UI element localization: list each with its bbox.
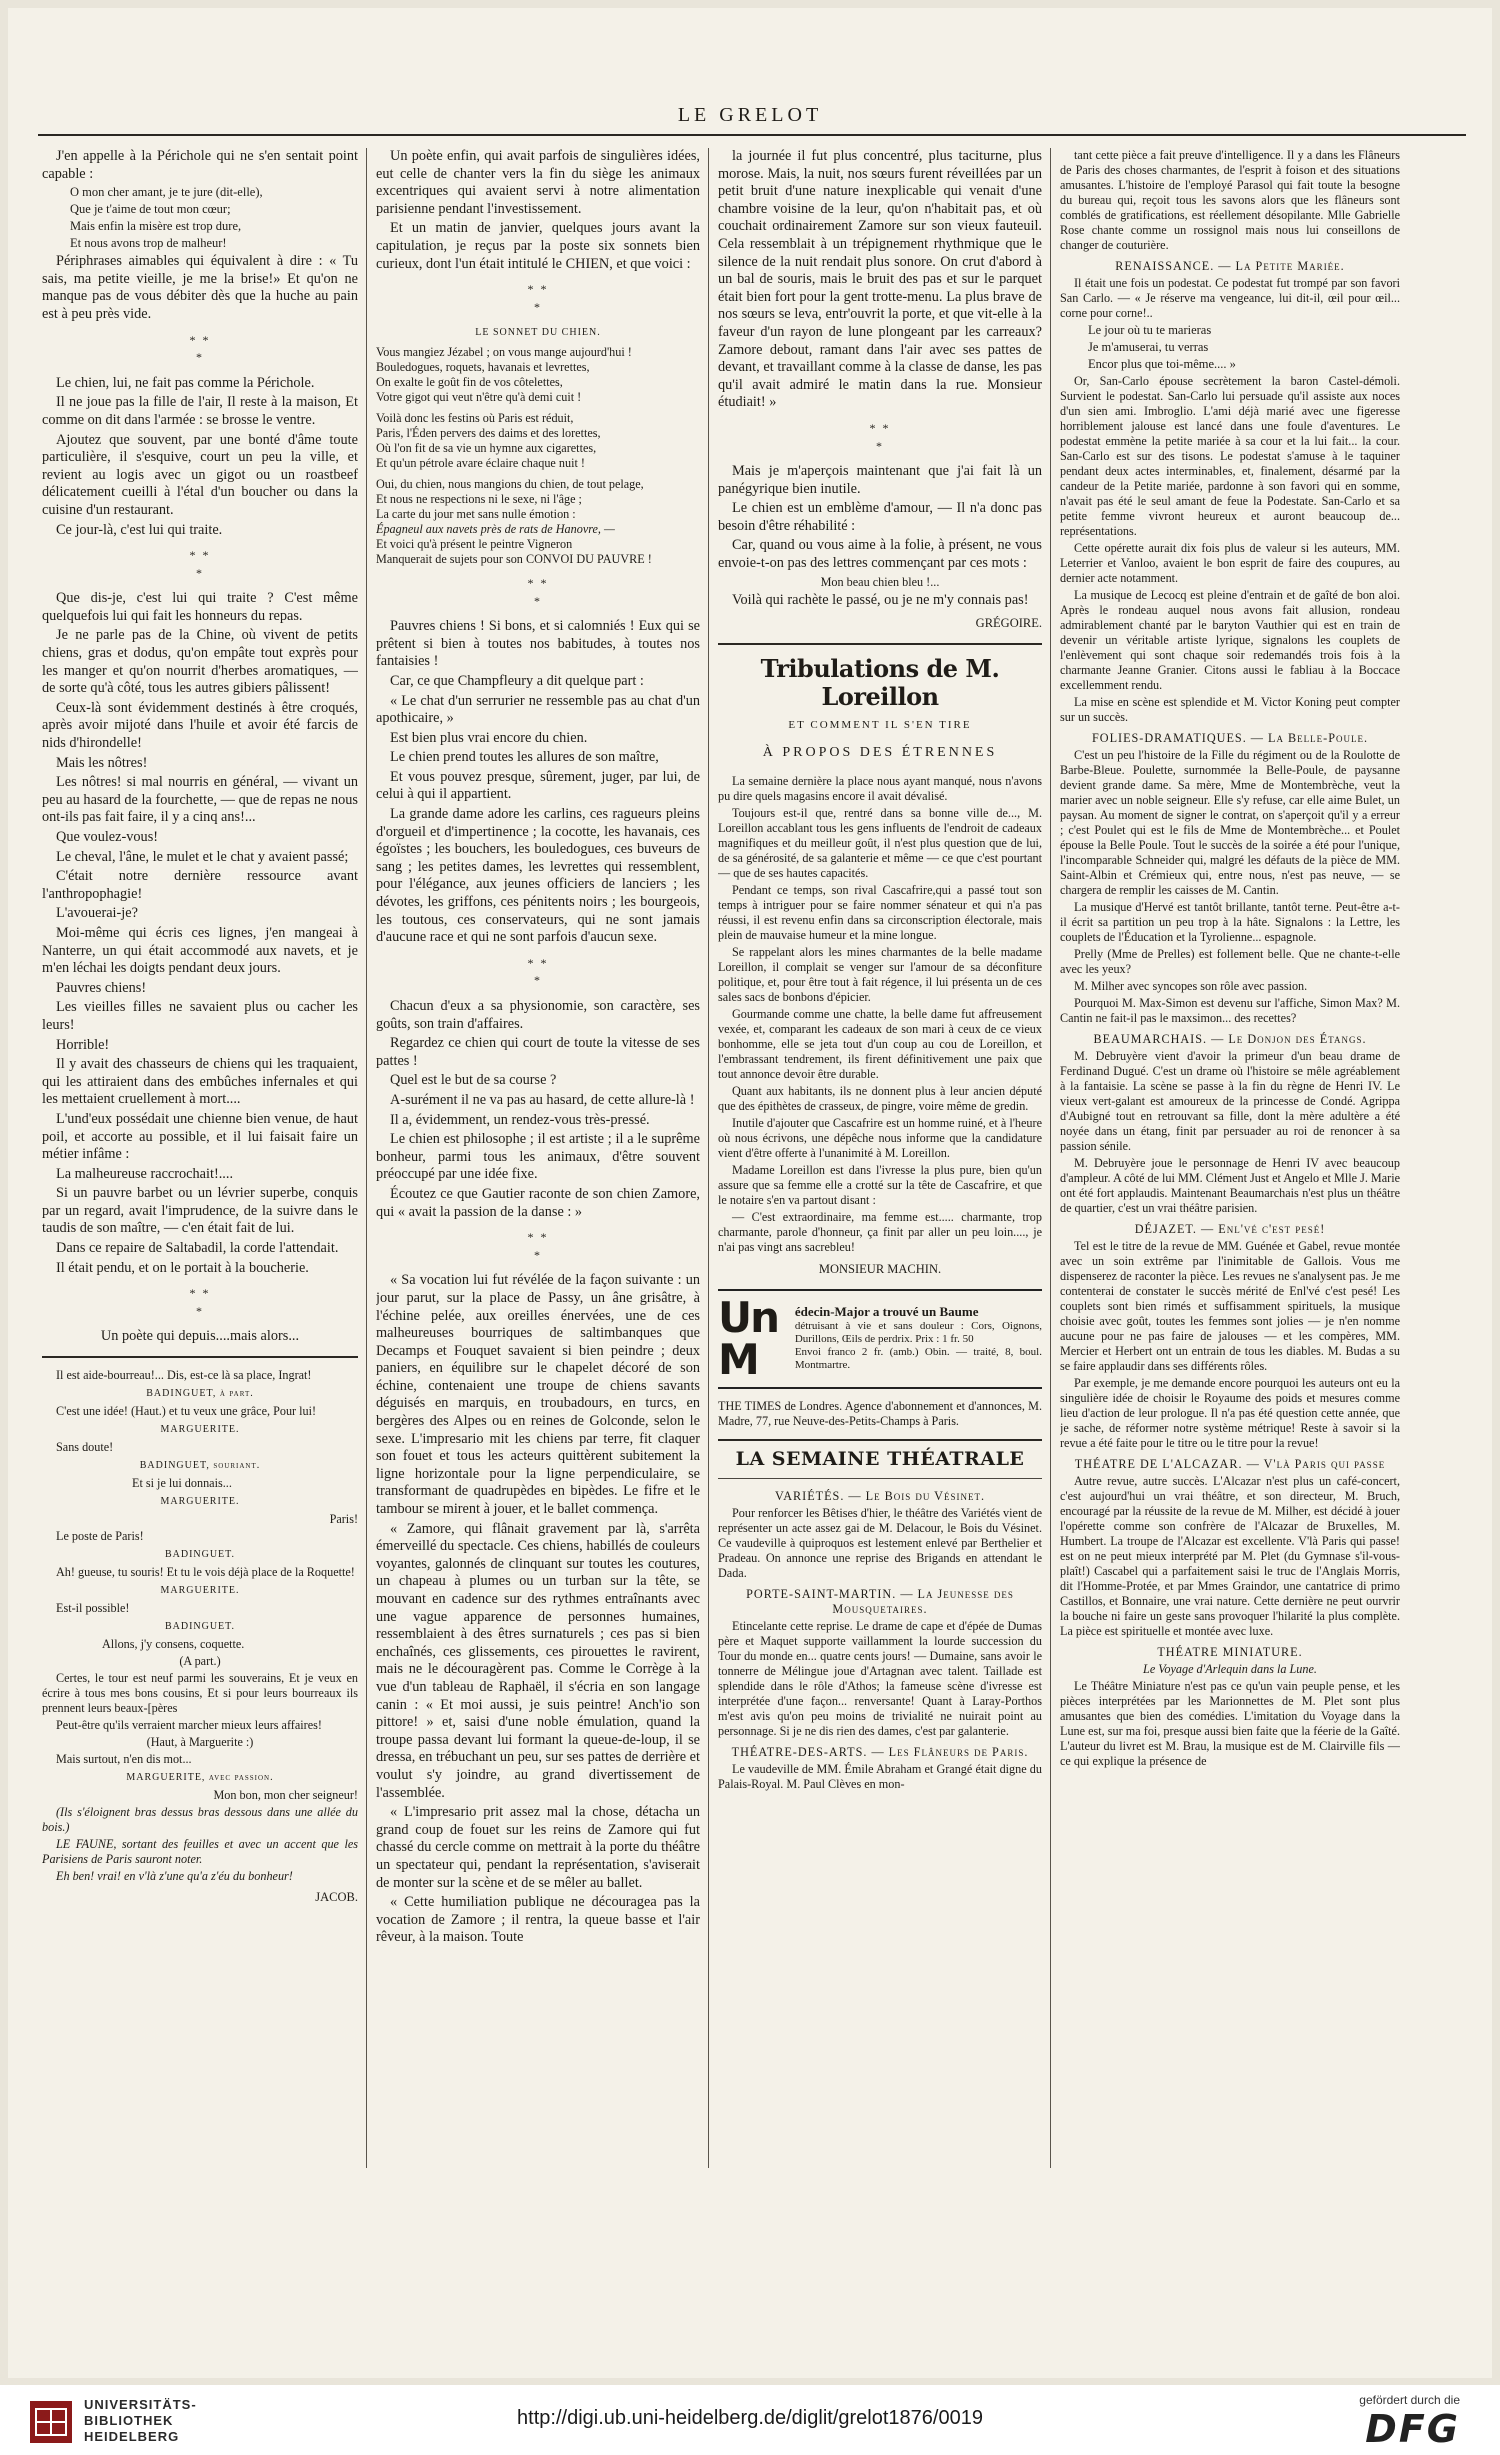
section-rule xyxy=(42,1356,358,1358)
scene-role: MARGUERITE. xyxy=(160,1585,240,1597)
ad-body: détruisant à vie et sans douleur : Cors, Oignons, Durillons, Œils de perdrix. Prix : 1 fr. 50 xyxy=(794,1320,1042,1346)
running-head: LE GRELOT xyxy=(677,104,823,126)
paragraph: La semaine dernière la place nous ayant manqué, nous n'avons pu dire quels magasins encore il avait dévalisé. xyxy=(718,774,1042,804)
verse-line: Je m'amuserai, tu verras xyxy=(1088,340,1209,354)
asterism: * * * xyxy=(189,548,211,580)
paragraph: Et un matin de janvier, quelques jours avant la capitulation, je reçus par la poste six sonnets bien curieux, dont l'un était intitulé le CHIEN, et que voici : xyxy=(376,220,700,272)
paragraph: Voilà qui rachète le passé, ou je ne m'y connais pas! xyxy=(732,591,1029,608)
scene-role: BADINGUET, à part. xyxy=(146,1388,254,1400)
paragraph: Il était pendu, et on le portait à la boucherie. xyxy=(56,1259,309,1276)
theatre-heading: THÉATRE-DES-ARTS. — Les Flâneurs de Paris. xyxy=(731,1745,1029,1760)
paragraph: Pauvres chiens! xyxy=(56,979,147,996)
paragraph: Se rappelant alors les mines charmantes de la belle madame Loreillon, il complait se venger sur l'amour de sa déconfiture politique, et, pour être tout à fait régence, il lui présenta un de ces sales sacs de bonbons d'épicier. xyxy=(718,945,1042,1005)
theatre-heading: THÉATRE MINIATURE. xyxy=(1157,1645,1303,1659)
verse-line: Le jour où tu te marieras xyxy=(1088,323,1212,337)
scene-role: MARGUERITE. xyxy=(160,1424,240,1436)
paragraph: Que voulez-vous! xyxy=(56,829,159,845)
theatre-heading: DÉJAZET. — Enl'vé c'est pesé! xyxy=(1134,1222,1326,1236)
paragraph: La musique d'Hervé est tantôt brillante, tantôt terne. Peut-être a-t-il écrit sa partition un peu trop à la hâte. Signalons : la Lettre, les couplets de l'Éducation et la Tyrolienne... espagnole. xyxy=(1060,900,1400,944)
ad-logo-text: Un M xyxy=(718,1292,779,1384)
paragraph: « Cette humiliation publique ne découragea pas la vocation de Zamore ; il rentra, la queue basse et l'air rêveur, à la maison. Toute xyxy=(376,1894,700,1946)
paragraph: Le vaudeville de MM. Émile Abraham et Grangé était digne du Palais-Royal. M. Paul Clèves en mon- xyxy=(718,1762,1042,1792)
paragraph: C'est un peu l'histoire de la Fille du régiment ou de la Roulotte de Barbe-Bleue. Poulette, surnommée la Belle-Poule, de paysanne devient grande dame. Sa mère, Mme de Montembrèche, veut la marier avec un noble seigneur. Elle s'y refuse, car elle aime Bulet, un paysan. Au moment de signer le contrat, on s'aperçoit qu'il y a erreur ; c'est Poulet qui est le fils de Mme de Montembrèche... et Poulet épouse la Belle Poule. Tout le succès de la soirée a été pour l'unique, l'incomparable Schneider qui, malgré les défauts de la pièce de MM. Saint-Albin et Crémieux qui, entre nous, n'est pas neuve, — se chargera de remplir les caisses de M. Cantin. xyxy=(1060,748,1400,897)
theatre-heading: PORTE-SAINT-MARTIN. — La Jeunesse des Mousquetaires. xyxy=(746,1587,1014,1617)
paragraph: Mon beau chien bleu !... xyxy=(820,574,940,589)
column-divider xyxy=(708,148,709,2168)
paragraph: Ce jour-là, c'est lui qui traite. xyxy=(56,521,223,538)
scene-line: Et si je lui donnais... xyxy=(132,1476,232,1491)
sonnet-line: La carte du jour met sans nulle émotion : xyxy=(376,506,576,521)
article-subtitle: À PROPOS DES ÉTRENNES xyxy=(762,745,998,761)
scene-line: LE FAUNE, sortant des feuilles et avec un accent que les Parisiens de Paris sauront noter. xyxy=(42,1837,358,1867)
paragraph: la journée il fut plus concentré, plus taciturne, plus morose. Mais, la nuit, nos sœurs furent réveillées par un petit bruit d'une nature inexplicable qui venait d'une chambre voisine de la leur, qu'on n'habitait pas, et où couchait ordinairement Zamore sur son vieux fauteuil. Cela ressemblait à un trépignement rhythmique que le silence de la nuit rendait plus sonore. On crut d'abord à un bal de souris, mais le bruit des pas et sur le parquet était bien fort pour la gent trotte-menu. La plus brave de nos sœurs se leva, entr'ouvrit la porte, et que vit-elle à la faveur d'un rayon de lune plongeant par les carreaux? Zamore debout, ramant dans l'air avec ses pattes de devant, et travaillant comme à la classe de danse, les pas qu'il avait admiré le matin dans la rue. Monsieur étudiait! » xyxy=(718,148,1042,411)
scene-role: MARGUERITE. xyxy=(160,1496,240,1508)
theatre-heading: THÉATRE DE L'ALCAZAR. — V'là Paris qui passe xyxy=(1074,1457,1386,1471)
paragraph: La musique de Lecocq est pleine d'entrain et de gaîté de bon aloi. Après le rondeau auquel nous avons fait allusion, rondeau admirablement chanté par le baryton Vauthier qui est en train de devenir un véritable artiste lyrique, signalons les couplets de l'enlèvement qui sont chaque soir redemandés trois fois à la charmante Jeanne Granier. Citons aussi le fabliau à la Boccace excellemment rendu. xyxy=(1060,588,1400,692)
paragraph: Ajoutez que souvent, par une bonté d'âme toute particulière, il s'esquive, court un peu la ville, et revient au logis avec un gigot ou un roastbeef délicatement cueilli à l'étal d'un boucher ou dans la cuisine d'un restaurant. xyxy=(42,431,358,518)
paragraph: Il a, évidemment, un rendez-vous très-pressé. xyxy=(390,1111,650,1128)
article-subtitle: ET COMMENT IL S'EN TIRE xyxy=(788,718,972,731)
scene-line: Peut-être qu'ils verraient marcher mieux leurs affaires! xyxy=(56,1718,322,1733)
scene-role: MARGUERITE, avec passion. xyxy=(126,1772,274,1784)
scene-line: Est-il possible! xyxy=(56,1601,130,1616)
paragraph: Ceux-là sont évidemment destinés à être croqués, après avoir mijoté dans l'huile et avoir été farcis de nids d'hirondelle! xyxy=(42,699,358,752)
asterism: * * * xyxy=(527,282,549,314)
column-3 xyxy=(718,148,1042,2173)
paragraph: Le chien est philosophe ; il est artiste ; il a le suprême bonheur, parmi tous les animaux, d'être souvent préoccupé par une idée fixe. xyxy=(376,1131,700,1183)
sonnet-line: Bouledogues, roquets, havanais et levrettes, xyxy=(376,359,590,374)
sonnet-line: Manquerait de sujets pour son CONVOI DU PAUVRE ! xyxy=(376,551,652,566)
paragraph: A-surément il ne va pas au hasard, de cette allure-là ! xyxy=(390,1091,695,1108)
verse-line: Et nous avons trop de malheur! xyxy=(70,236,227,251)
verse-scene xyxy=(42,1368,358,1905)
paragraph: Un poète enfin, qui avait parfois de singulières idées, eut celle de chanter vers la fin du siège les animaux excentriques qui avaient servi à notre alimentation parisienne pendant l'investissement. xyxy=(376,148,700,217)
sonnet-line: Et qu'un pétrole avare éclaire chaque nuit ! xyxy=(376,455,585,470)
sonnet-line: Paris, l'Éden pervers des daims et des lorettes, xyxy=(376,425,601,440)
scene-line: Ah! gueuse, tu souris! Et tu le vois déjà place de la Roquette! xyxy=(56,1565,355,1580)
newspaper-page xyxy=(8,8,1492,2378)
paragraph: tant cette pièce a fait preuve d'intelligence. Il y a dans les Flâneurs de Paris des choses charmantes, de l'esprit à foison et des situations amusantes. L'histoire de l'employé Parasol qui fait toute la besogne du bureau qui, reçoit tous les savons alors que les flâneurs sont comblés de gratifications, est réellement désopilante. Mlle Gabrielle Rose chante comme un rossignol mais nous lui conseillons de changer de couturière. xyxy=(1060,148,1400,252)
scene-line: Le poste de Paris! xyxy=(56,1529,144,1544)
verse-line: Mais enfin la misère est trop dure, xyxy=(70,219,242,234)
ad-address: Envoi franco 2 fr. (amb.) Obin. — traité, 8, boul. Montmartre. xyxy=(794,1346,1042,1372)
paragraph: Quel est le but de sa course ? xyxy=(390,1072,557,1089)
column-divider xyxy=(366,148,367,2168)
paragraph: « Le chat d'un serrurier ne ressemble pas au chat d'un apothicaire, » xyxy=(376,692,700,727)
section-title: LA SEMAINE THÉATRALE xyxy=(735,1447,1025,1470)
dfg-logo: DFG xyxy=(1365,2407,1460,2451)
scene-line: (Ils s'éloignent bras dessus bras dessous dans une allée du bois.) xyxy=(42,1805,358,1835)
paragraph: Autre revue, autre succès. L'Alcazar n'est plus un café-concert, c'est aujourd'hui un vrai théâtre, et son directeur, M. Bruch, encouragé par la réussite de la revue de M. Milher, est décidé à jouer l'opérette comme son confrère de l'Alcazar de Bruxelles, M. Humbert. La troupe de l'Alcazar est excellente. V'là Paris qui passe! est on ne peut mieux interprété par M. Plet (du Gymnase s'il-vous-plaît!) Cascabel qui a parfaitement saisi le truc de l'Anglais Morris, dit l'Homme-Protée, et par Mmes Graindor, une cantatrice di primo Castillos, et Bonnaire, une vrai nature. Cette dernière ne peut ourvrir la bouche ni faire un geste sans provoquer l'hilarité la plus complète. La pièce est spirituelle et montée avec luxe. xyxy=(1060,1474,1400,1638)
scene-role: BADINGUET. xyxy=(164,1549,236,1561)
verse-line: O mon cher amant, je te jure (dit-elle), xyxy=(70,185,263,200)
verse-line: Que je t'aime de tout mon cœur; xyxy=(70,202,231,217)
paragraph: M. Debruyère joue le personnage de Henri IV avec beaucoup d'ampleur. A côté de lui MM. Clément Just et Angelo et Mlle J. Marie ont été fort applaudis. Maintenant Beaumarchais n'est plus un théâtre de quartier, c'est un vrai théâtre parisien. xyxy=(1060,1156,1400,1215)
theatre-heading: VARIÉTÉS. — Le Bois du Vésinet. xyxy=(775,1489,985,1504)
paragraph: Madame Loreillon est dans l'ivresse la plus pure, bien qu'un assure que sa femme elle a crotté sur la tête de Cascafrire, et que le notaire s'en va partout disant : xyxy=(718,1163,1042,1208)
sonnet-line: Et nous ne respections ni le sexe, ni l'âge ; xyxy=(376,491,582,506)
theatre-subheading: Le Voyage d'Arlequin dans la Lune. xyxy=(1143,1662,1317,1676)
sonnet-line: Votre gigot qui veut n'être qu'à demi cuit ! xyxy=(376,389,582,404)
column-4 xyxy=(1060,148,1400,2173)
paragraph: Pour renforcer les Bêtises d'hier, le théâtre des Variétés vient de représenter un acte assez gai de M. Delacour, le Bois du Vésinet. Ce vaudeville à quiproquos est lestement enlevé par Berthelier et Pradeau. On annonce une reprise des Brigands en attendant le Dada. xyxy=(718,1506,1042,1581)
paragraph: M. Debruyère vient d'avoir la primeur d'un beau drame de Ferdinand Dugué. C'est un drame où l'histoire se mêle agréablement à la fantaisie. La scène se passe à la fin du règne de Henri IV. Le vieux vert-galant est amoureux de la princesse de Condé. Agrippa d'Aubigné tout en retrouvant sa fille, dont la mère adultère a été noyée dans un étang, finit par persuader au roi de renoncer à sa passion sénile. xyxy=(1060,1049,1400,1153)
scene-line: Sans doute! xyxy=(56,1440,114,1455)
paragraph: Quant aux habitants, ils ne donnent plus à leur ancien député que des épithètes de crasseux, de pingre, voire même de gredin. xyxy=(718,1084,1042,1114)
scene-line: Mon bon, mon cher seigneur! xyxy=(213,1788,358,1803)
paragraph: C'était notre dernière ressource avant l'anthropophagie! xyxy=(42,868,358,902)
paragraph: Les vieilles filles ne savaient plus ou cacher les leurs! xyxy=(42,999,358,1033)
paragraph: Regardez ce chien qui court de toute la vitesse de ses pattes ! xyxy=(376,1035,700,1069)
paragraph: Chacun d'eux a sa physionomie, son caractère, ses goûts, son train d'affaires. xyxy=(376,998,700,1032)
paragraph: Il était une fois un podestat. Ce podestat fut trompé par son favori San Carlo. — « Je réserve ma vengeance, lui dit-il, œil pour œil... corne pour corne!.. xyxy=(1060,276,1400,320)
paragraph: Pauvres chiens ! Si bons, et si calomniés ! Eux qui se prêtent si bien à toutes nos babitudes, à toutes nos fantaisies ! xyxy=(376,618,700,670)
notice: THE TIMES de Londres. Agence d'abonnement et d'annonces, M. Madre, 77, rue Neuve-des-Petits-Champs à Paris. xyxy=(718,1398,1042,1428)
section-rule xyxy=(718,1439,1042,1441)
paragraph: Périphrases aimables qui équivalent à dire : « Tu sais, ma petite vieille, je me la brise!» Et qu'on ne manque pas de vous débiter dès que la huche au pain est à peu près vide. xyxy=(42,253,358,322)
ad-text xyxy=(795,1305,1042,1372)
column-divider xyxy=(1050,148,1051,2168)
paragraph: Mais les nôtres! xyxy=(56,754,148,771)
section-rule xyxy=(718,1478,1042,1479)
paragraph: Moi-même qui écris ces lignes, j'en mangeai à Nanterre, un qui était accommodé aux navets, et je m'en léchai les doigts pendant deux jours. xyxy=(42,924,358,977)
paragraph: Toujours est-il que, rentré dans sa bonne ville de..., M. Loreillon accablant tous les gens influents de l'endroit de cadeaux magnifiques et du meilleur goût, il n'est plus question que de lui, de sa générosité, de sa galanterie et même — ce que c'est pourtant — que de ses hautes capacités. xyxy=(718,806,1042,881)
header-rule xyxy=(38,134,1466,136)
asterism: * * * xyxy=(527,575,549,608)
scene-line: Mais surtout, n'en dis mot... xyxy=(56,1752,192,1767)
paragraph: Par exemple, je me demande encore pourquoi les auteurs ont eu la singulière idée de choisir le Royaume des poids et mesures comme lieu d'action de leur prologue. Il n'a pas été question cette année, que je sache, de réformer notre système métrique! Reste à savoir si la revue a été faite pour le titre ou le titre pour la revue! xyxy=(1060,1376,1400,1450)
paragraph: La malheureuse raccrochait!.... xyxy=(56,1165,234,1182)
paragraph: Que dis-je, c'est lui qui traite ? C'est même quelquefois lui qui fait les honneurs du repas. xyxy=(42,590,358,624)
sonnet-line: Oui, du chien, nous mangions du chien, de tout pelage, xyxy=(376,476,644,491)
paragraph: Gourmande comme une chatte, la belle dame fut affreusement vexée, et, comparant les cadeaux de son mari à ceux de ce vieux bonhomme, elle se jeta tout d'un coup au cou de Loreillon, et l'embrassant tendrement, ils firent définitivement une paix que tout annonce devoir être durable. xyxy=(718,1007,1042,1082)
paragraph: Si un pauvre barbet ou un lévrier superbe, conquis par un regard, avait l'imprudence, de la suivre dans le taudis de son maître, — c'en était fait de lui. xyxy=(42,1185,358,1237)
scene-line: C'est une idée! (Haut.) et tu veux une grâce, Pour lui! xyxy=(56,1404,317,1419)
sonnet-title: LE SONNET DU CHIEN. xyxy=(475,327,601,339)
paragraph: J'en appelle à la Périchole qui ne s'en sentait point capable : xyxy=(42,148,358,182)
scene-line: Allons, j'y consens, coquette. xyxy=(102,1637,245,1652)
paragraph: Est bien plus vrai encore du chien. xyxy=(390,729,588,746)
scene-role: BADINGUET, souriant. xyxy=(139,1460,261,1472)
advertisement xyxy=(718,1289,1042,1389)
paragraph: Et vous pouvez presque, sûrement, juger, par lui, de celui à qui il appartient. xyxy=(376,768,700,803)
paragraph: Prelly (Mme de Prelles) est follement belle. Que ne chante-t-elle avec les yeux? xyxy=(1060,947,1400,976)
source-url[interactable]: http://digi.ub.uni-heidelberg.de/diglit/grelot1876/0019 xyxy=(517,2407,983,2429)
column-1 xyxy=(42,148,358,2173)
sonnet-line: Voilà donc les festins où Paris est réduit, xyxy=(376,410,574,425)
signature: JACOB. xyxy=(315,1890,358,1905)
paragraph: Pourquoi M. Max-Simon est devenu sur l'affiche, Simon Max? M. Cantin ne fait-il pas le maxsimon... des recettes? xyxy=(1060,996,1400,1025)
paragraph: Or, San-Carlo épouse secrètement la baron Castel-démoli. Survient le podestat. San-Carlo lui persuade qu'il assiste aux noces d'un sien ami. Imbroglio. L'ami déjà marié avec une figeresse horriblement jalouse est lancé dans une foule d'aventures. Le podestat emmène la petite mariée à sa cour et la lui fait... la cour. San-Carlo est sur des tisons. Le podestat s'amuse à le taquiner pendant deux actes interminables, et, finalement, désarmé par la candeur de la Petite mariée, pardonne à son favori qui en somme, n'avait pas été le seul amant de feue la Podestate. San-Carlo et sa petite femme vivront heureux et auront beaucoup de... représentations. xyxy=(1060,374,1400,538)
sonnet-line: Et voici qu'à présent le peintre Vigneron xyxy=(376,536,573,551)
scene-line: (Haut, à Marguerite :) xyxy=(146,1735,254,1750)
scene-line: Il est aide-bourreau!... Dis, est-ce là sa place, Ingrat! xyxy=(56,1368,312,1383)
paragraph: Le chien est un emblème d'amour, — Il n'a donc pas besoin d'être réhabilité : xyxy=(718,500,1042,534)
scene-line: Eh ben! vrai! en v'là z'une qu'a z'éu du bonheur! xyxy=(56,1869,293,1884)
theatre-heading: FOLIES-DRAMATIQUES. — La Belle-Poule. xyxy=(1091,731,1369,745)
column-2 xyxy=(376,148,700,2173)
paragraph: Mais je m'aperçois maintenant que j'ai fait là un panégyrique bien inutile. xyxy=(718,463,1042,497)
paragraph: La grande dame adore les carlins, ces ragueurs pleins d'orgueil et d'impertinence ; la cocotte, les havanais, ces égoïstes ; les bouchers, les bouledogues, ces buveurs de sang ; les petites dames, les levrettes qui ressemblent, pour l'élégance, aux jeunes officiers de lanciers ; les dévotes, les griffons, ces pénitents noirs ; les bourgeois, les toutous, ces conservateurs, qui ne sont jamais d'aucune race et qui ne sont parfois d'aucun sexe. xyxy=(376,806,700,946)
funding-note: gefördert durch die xyxy=(1359,2393,1460,2407)
paragraph: Le Théâtre Miniature n'est pas ce qu'un vain peuple pense, et les pièces interprétées par les Marionnettes de M. Plet sont plus amusantes que bien des comédies. L'imitation du Voyage dans la Lune est, sur ma foi, presque aussi bien faite que la féerie de la Gaîté. L'auteur du livret est M. Brau, la musique est de M. Clairville fils — ce qui explique la présence de xyxy=(1060,1679,1400,1768)
sonnet-line: Où l'on fit de sa vie un hymne aux cigarettes, xyxy=(376,440,597,455)
theatre-heading: BEAUMARCHAIS. — Le Donjon des Étangs. xyxy=(1093,1032,1367,1046)
scene-line: (A part.) xyxy=(179,1654,221,1669)
paragraph: Dans ce repaire de Saltabadil, la corde l'attendait. xyxy=(56,1240,339,1257)
paragraph: Car, ce que Champfleury a dit quelque part : xyxy=(390,672,644,689)
sonnet-line: Épagneul aux navets près de rats de Hanovre, — xyxy=(376,521,615,536)
scene-line: Certes, le tour est neuf parmi les souverains, Et je veux en écrire à tous mes bons cousins, Et si pour leurs bourreaux ils prennent leurs beaux-[pères xyxy=(42,1671,358,1716)
university-name-line: HEIDELBERG xyxy=(84,2429,180,2444)
paragraph: « Zamore, qui flânait gravement par là, s'arrêta émerveillé du spectacle. Ces chiens, habillés de couleurs voyantes, galonnés de clinquant sur toutes les coutures, un chapeau à plumes ou un turban sur la tête, se mouvant en cadence sur des rythmes entraînants avec une vague apparence de personnes humaines, ressemblaient à des êtres surnaturels ; ces pas si bien enchaînés, ces glissements, ces pirouettes le ravirent, mais ne le découragèrent pas. Comme le Corrège à la vue d'un tableau de Raphaël, il s'écria en son langage canin : « Et moi aussi, je suis peintre! Anch'io son pittore! » et, saisi d'une noble émulation, quand la troupe passa devant lui formant la queue-de-loup, il se dressa, en trébuchant un peu, sur ses pattes de derrière et voulut s'y joindre, au grand divertissement de l'assemblée. xyxy=(376,1520,700,1801)
paragraph: — C'est extraordinaire, ma femme est..... charmante, trop charmante, parole d'honneur, ça finit par aller un peu loin...., je n'ai pas vingt ans sacrebleu! xyxy=(718,1210,1042,1255)
asterism: * * * xyxy=(189,1286,211,1318)
ad-headline: édecin-Major a trouvé un Baume xyxy=(794,1304,979,1320)
paragraph: Car, quand ou vous aime à la folie, à présent, ne vous envoie-t-on pas des lettres commençant par ces mots : xyxy=(718,537,1042,572)
section-rule xyxy=(718,643,1042,645)
paragraph: Le chien, lui, ne fait pas comme la Périchole. xyxy=(56,374,315,391)
asterism: * * * xyxy=(189,332,211,365)
paragraph: Écoutez ce que Gautier raconte de son chien Zamore, qui « avait la passion de la danse : » xyxy=(376,1185,700,1220)
verse-line: Encor plus que toi-même.... » xyxy=(1088,357,1236,371)
article-title: Tribulations de M. Loreillon xyxy=(760,653,1000,711)
scene-line: Paris! xyxy=(329,1512,358,1527)
sonnet xyxy=(376,345,700,567)
paragraph: Il y avait des chasseurs de chiens qui les traquaient, qui les attiraient dans des embûches infernales et qui les mettaient cruellement à mort.... xyxy=(42,1056,358,1108)
scene-role: BADINGUET. xyxy=(164,1621,236,1633)
theatre-heading: RENAISSANCE. — La Petite Mariée. xyxy=(1115,259,1345,273)
paragraph: Un poète qui depuis....mais alors... xyxy=(100,1328,300,1345)
paragraph: L'und'eux possédait une chienne bien venue, de haut poil, et accorte au possible, et il lui faisait faire un métier infâme : xyxy=(42,1110,358,1163)
asterism: * * * xyxy=(869,420,891,453)
paragraph: « L'impresario prit assez mal la chose, détacha un grand coup de fouet sur les reins de Zamore qui fut chassé du cercle comme on mettrait à la porte du théâtre un spectateur qui, pendant la représentation, s'aviserait de monter sur la scène et de se mêler au ballet. xyxy=(376,1804,700,1891)
paragraph: Pendant ce temps, son rival Cascafrire,qui a passé tout son temps à intriguer pour se faire nommer sénateur et qui n'a pas réussi, il est revenu enfin dans sa circonscription électorale, mais plein de mauvaise humeur et la mine longue. xyxy=(718,883,1042,943)
paragraph: Etincelante cette reprise. Le drame de cape et d'épée de Dumas père et Maquet supporte vaillamment la lourde succession du Tour du monde en... quatre cents jours! — Dumaine, sans avoir le tonnerre de Mélingue joue d'Artagnan avec talent. Taillade est splendide dans le rôle d'Athos; la fameuse scène d'ivresse est interprétée d'une façon... renversante! Quant à Laray-Porthos m'est avis qu'on peu moins de trivialité ne nuirait point au personnage. Si je ne dis rien des dames, c'est par galanterie. xyxy=(718,1619,1042,1739)
paragraph: La mise en scène est splendide et M. Victor Koning peut compter sur un succès. xyxy=(1060,695,1400,724)
university-name-line: UNIVERSITÄTS- xyxy=(84,2397,197,2412)
signature: MONSIEUR MACHIN. xyxy=(818,1262,942,1277)
paragraph: Inutile d'ajouter que Cascafrire est un homme ruiné, et à l'heure où nous écrivons, une dépêche nous informe que la candidature vient d'être offerte à l'unanimité à M. Loreillon. xyxy=(718,1116,1042,1161)
paragraph: « Sa vocation lui fut révélée de la façon suivante : un jour parut, sur la place de Passy, un âne grisâtre, à l'échine pelée, aux oreilles énervées, une de ces malheureuses bourriques de saltimbanques que Decamps et Fouquet savaient si bien peindre ; deux paniers, en équilibre sur le chapelet décoré de son échine, contenaient une troupe de chiens savants déguisés en marquis, en troubadours, en turcs, en bergères des Alpes ou en reines de Golconde, selon le sexe. L'impresario mit les chiens par terre, fit claquer son fouet et tous les acteurs quittèrent subitement la ligne horizontale pour la ligne perpendiculaire, se transformant de quadrupèdes en bipèdes. Le fifre et le tambour se mirent à jouer, et le ballet commença. xyxy=(376,1272,700,1518)
sonnet-line: On exalte le goût fin de vos côtelettes, xyxy=(376,374,563,389)
paragraph: Le chien prend toutes les allures de son maître, xyxy=(390,749,659,766)
paragraph: Je ne parle pas de la Chine, où vivent de petits chiens, gras et dodus, qu'on empâte tout exprès pour les manger et qu'on nourrit d'herbes aromatiques, — de sorte qu'à côté, tous les autres gibiers pâlissent! xyxy=(42,627,358,697)
digitization-footer xyxy=(0,2385,1500,2455)
paragraph: Cette opérette aurait dix fois plus de valeur si les auteurs, MM. Leterrier et Vanloo, avaient le bon esprit de faire des coupures, au dernier acte notamment. xyxy=(1060,541,1400,585)
asterism: * * * xyxy=(527,1230,549,1262)
paragraph: Les nôtres! si mal nourris en général, — vivant un peu au hasard de la fourchette, — que de repas ne nous ont-ils pas fait faire, il y a cinq ans!... xyxy=(42,774,358,826)
paragraph: M. Milher avec syncopes son rôle avec passion. xyxy=(1074,979,1308,993)
paragraph: Horrible! xyxy=(56,1036,110,1053)
paragraph: Tel est le titre de la revue de MM. Guénée et Gabel, revue montée avec un soin extrême par l'inimitable de Gallois. Vous me dispenserez de raconter la pièce. Les revues ne s'analysent pas. Je me contenterai de constater le succès mérité de Enl'vé c'est pesé! Les couplets sont bien rimés et suffisamment spirituels, la musique choisie avec goût, toutes les femmes sont jolies — je n'en nomme aucune pour ne pas faire de jalouses — et les compères, MM. Mercier et Herbert ont un entrain de tous les diables. M. Budas a su se faire applaudir dans ses différents rôles. xyxy=(1060,1239,1400,1373)
sonnet-line: Vous mangiez Jézabel ; on vous mange aujourd'hui ! xyxy=(376,344,632,359)
paragraph: Le cheval, l'âne, le mulet et le chat y avaient passé; xyxy=(56,848,349,865)
asterism: * * * xyxy=(527,955,549,988)
paragraph: L'avouerai-je? xyxy=(56,905,138,922)
university-name-line: BIBLIOTHEK xyxy=(84,2413,174,2428)
paragraph: Il ne joue pas la fille de l'air, Il reste à la maison, Et comme on dit dans l'armée : se brosse le ventre. xyxy=(42,394,358,428)
signature: GRÉGOIRE. xyxy=(975,616,1042,631)
